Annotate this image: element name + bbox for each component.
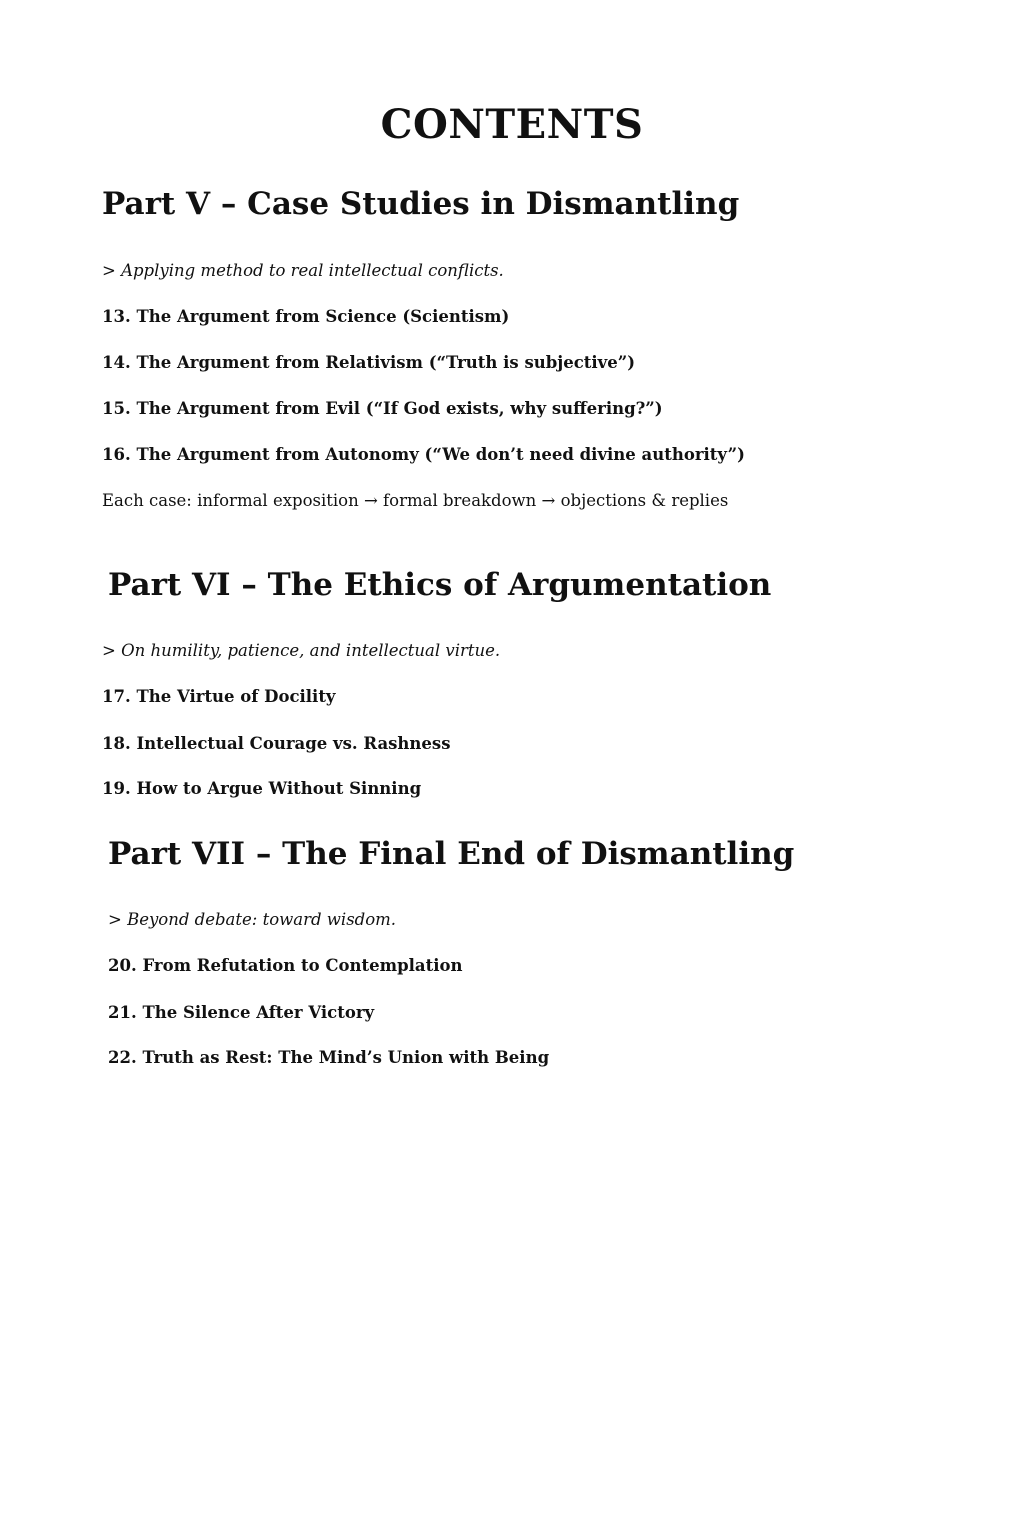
toc-entry: 14. The Argument from Relativism (“Truth is subjective”) — [102, 353, 636, 372]
part-note — [102, 639, 500, 663]
toc-entry: 20. From Refutation to Contemplation — [108, 956, 463, 975]
part-note-text: Applying method to real intellectual conflicts. — [121, 261, 504, 280]
toc-entry: 17. The Virtue of Docility — [102, 687, 336, 706]
part-heading: Part VII – The Final End of Dismantling — [108, 836, 795, 872]
quote-marker: > — [102, 261, 116, 280]
part-note — [102, 259, 504, 283]
toc-entry: 18. Intellectual Courage vs. Rashness — [102, 734, 451, 753]
quote-marker: > — [102, 641, 116, 660]
page-title: CONTENTS — [380, 101, 644, 148]
part-heading: Part VI – The Ethics of Argumentation — [108, 567, 772, 603]
toc-entry: 19. How to Argue Without Sinning — [102, 779, 422, 798]
part-note — [108, 908, 396, 932]
toc-entry: 16. The Argument from Autonomy (“We don’t need divine authority”) — [102, 445, 745, 464]
toc-entry: 13. The Argument from Science (Scientism) — [102, 307, 510, 326]
part-summary: Each case: informal exposition → formal breakdown → objections & replies — [102, 491, 729, 510]
quote-marker: > — [108, 910, 122, 929]
toc-entry: 21. The Silence After Victory — [108, 1003, 375, 1022]
part-note-text: Beyond debate: toward wisdom. — [127, 910, 397, 929]
part-heading: Part V – Case Studies in Dismantling — [102, 186, 740, 222]
toc-entry: 22. Truth as Rest: The Mind’s Union with Being — [108, 1048, 550, 1067]
toc-entry: 15. The Argument from Evil (“If God exists, why suffering?”) — [102, 399, 663, 418]
part-note-text: On humility, patience, and intellectual virtue. — [121, 641, 501, 660]
